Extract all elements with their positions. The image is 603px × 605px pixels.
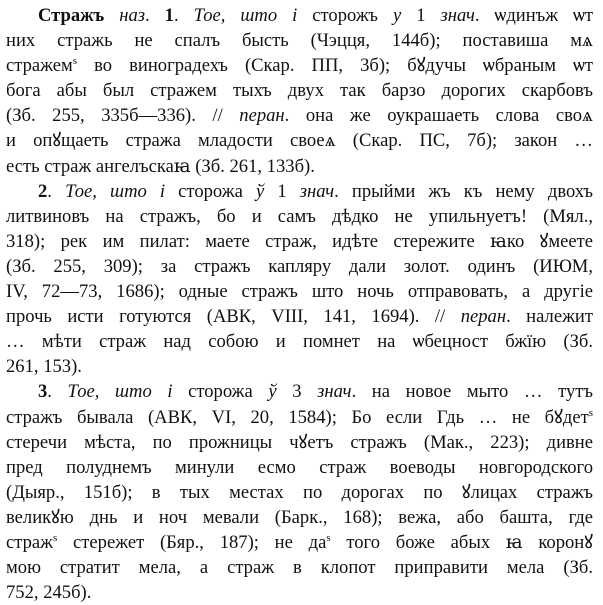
entry-text: IV, 72—73, 1686); одные стражъ што ночь отправовать, а другіе bbox=[6, 281, 593, 303]
entry-line bbox=[6, 379, 593, 404]
superscript-mark: s bbox=[588, 406, 593, 419]
entry-line bbox=[6, 354, 593, 379]
italic-text: Тое, што і bbox=[65, 180, 166, 202]
entry-line bbox=[6, 204, 593, 229]
italic-text: знач bbox=[317, 381, 352, 403]
entry-line bbox=[6, 154, 593, 179]
entry-text: . bbox=[145, 5, 165, 26]
superscript-mark: s bbox=[72, 55, 78, 67]
entry-text: (Зб. 255, 335б—336). // bbox=[6, 105, 240, 127]
entry-text: во виноградехъ (Скар. ПП, 3б); бꙋдучы ѡбраным ѡт bbox=[77, 55, 593, 77]
entry-line bbox=[6, 128, 593, 153]
entry-text bbox=[104, 5, 119, 26]
entry-text: . bbox=[47, 381, 68, 403]
entry-text: пред полуднемъ минули есмо страж воеводы новгородского bbox=[6, 456, 593, 478]
entry-text: сторожъ bbox=[297, 5, 394, 26]
entry-line bbox=[6, 103, 593, 128]
entry-text: (Дыяр., 151б); в тых местах по дорогах по ꙋлицах стражъ bbox=[6, 481, 593, 503]
entry-text: . ѡдинъж ѡт bbox=[474, 5, 593, 26]
entry-line bbox=[6, 53, 593, 78]
entry-text: . прыйми жъ къ нему двохъ bbox=[334, 180, 593, 202]
entry-line bbox=[6, 430, 593, 455]
superscript-mark: s bbox=[326, 531, 331, 544]
entry-text: стеречи мѣста, по прожницы чꙋетъ стражъ (Мак., 223); дивне bbox=[6, 431, 593, 453]
italic-text: наз bbox=[119, 5, 146, 26]
entry-line bbox=[6, 229, 593, 254]
entry-line bbox=[6, 179, 593, 204]
entry-text: 3 bbox=[276, 381, 318, 403]
superscript-mark: s bbox=[53, 531, 58, 544]
entry-line bbox=[6, 480, 593, 505]
entry-text: … мѣти страж над собою и помнет на ѡбецност бжїю (Зб. bbox=[6, 331, 593, 353]
entry-text: стережет (Бяр., 187); не да bbox=[57, 531, 327, 553]
italic-text: знач bbox=[299, 180, 335, 202]
entry-line bbox=[6, 254, 593, 279]
entry-text: великꙋю днь и ноч мевали (Барк., 168); вежа, або башта, где bbox=[6, 506, 593, 528]
entry-text: них стражь не спалъ бысть (Чэцця, 144б); поставиша мѧ bbox=[6, 30, 593, 52]
entry-text: 261, 153). bbox=[6, 356, 82, 378]
entry-text: 1 bbox=[264, 180, 300, 202]
entry-text: 752, 245б). bbox=[6, 582, 92, 604]
entry-text: стражъ бывала (АВК, VI, 20, 1584); Бо если Гдь … не бꙋдет bbox=[6, 406, 589, 428]
entry-text: . bbox=[47, 180, 66, 202]
italic-text: перан bbox=[460, 306, 507, 328]
entry-line bbox=[6, 455, 593, 480]
entry-line bbox=[6, 580, 593, 605]
entry-text: прочь исти готуются (АВК, VIII, 141, 1694). // bbox=[6, 306, 461, 328]
entry-text: . належит bbox=[506, 306, 593, 328]
entry-line bbox=[6, 28, 593, 53]
sense-number: 3 bbox=[38, 381, 48, 403]
entry-text: страж bbox=[6, 531, 54, 553]
entry-text: (Зб. 255, 309); за стражъ капляру дали золот. одинъ (ИЮМ, bbox=[6, 255, 593, 277]
entry-text: 1 bbox=[401, 5, 441, 26]
italic-text: перан bbox=[239, 105, 285, 127]
entry-line bbox=[6, 405, 593, 430]
italic-text: Тое, што і bbox=[193, 5, 298, 26]
italic-text: знач bbox=[440, 5, 475, 26]
entry-text: . bbox=[173, 5, 194, 26]
entry-text: того боже абых ꙗ коронꙋ bbox=[330, 531, 593, 553]
entry-text: литвиновъ на стражъ, бо и самъ дѣдко не упильнуетъ! (Мял., bbox=[6, 205, 593, 227]
entry-line bbox=[6, 78, 593, 103]
entry-line bbox=[6, 505, 593, 530]
entry-line bbox=[6, 329, 593, 354]
entry-text: . на новое мыто … тутъ bbox=[351, 381, 593, 403]
italic-text: ў bbox=[255, 180, 265, 202]
entry-text: сторожа bbox=[165, 180, 256, 202]
entry-text: и опꙋщаеть стража младости своеѧ (Скар. ПС, 7б); закон … bbox=[6, 130, 593, 152]
entry-text: бога абы был стражем тыхъ двух так барзо дорогих скарбовъ bbox=[6, 80, 593, 102]
entry-line bbox=[6, 530, 593, 555]
italic-text: ў bbox=[268, 381, 277, 403]
entry-line bbox=[6, 279, 593, 304]
entry-text: стражем bbox=[6, 55, 73, 77]
headword: Стражъ bbox=[38, 5, 105, 26]
entry-text: сторожа bbox=[172, 381, 269, 403]
entry-line bbox=[6, 304, 593, 329]
entry-text: мою стратит мела, а страж в клопот приправити мела (Зб. bbox=[6, 557, 593, 579]
sense-number: 1 bbox=[164, 5, 174, 26]
entry-line bbox=[6, 555, 593, 580]
sense-number: 2 bbox=[38, 180, 48, 202]
entry-text: есть страж ангелъскаꙗ (Зб. 261, 133б). bbox=[6, 155, 315, 177]
italic-text: Тое, што і bbox=[67, 381, 173, 403]
entry-text: . она же оукрашаеть слова своѧ bbox=[284, 105, 593, 127]
entry-text: 318); рек им пилат: маете страж, идѣте стережите ꙗко ꙋмеете bbox=[6, 230, 593, 252]
italic-text: у bbox=[393, 5, 402, 26]
entry-line bbox=[6, 3, 593, 28]
